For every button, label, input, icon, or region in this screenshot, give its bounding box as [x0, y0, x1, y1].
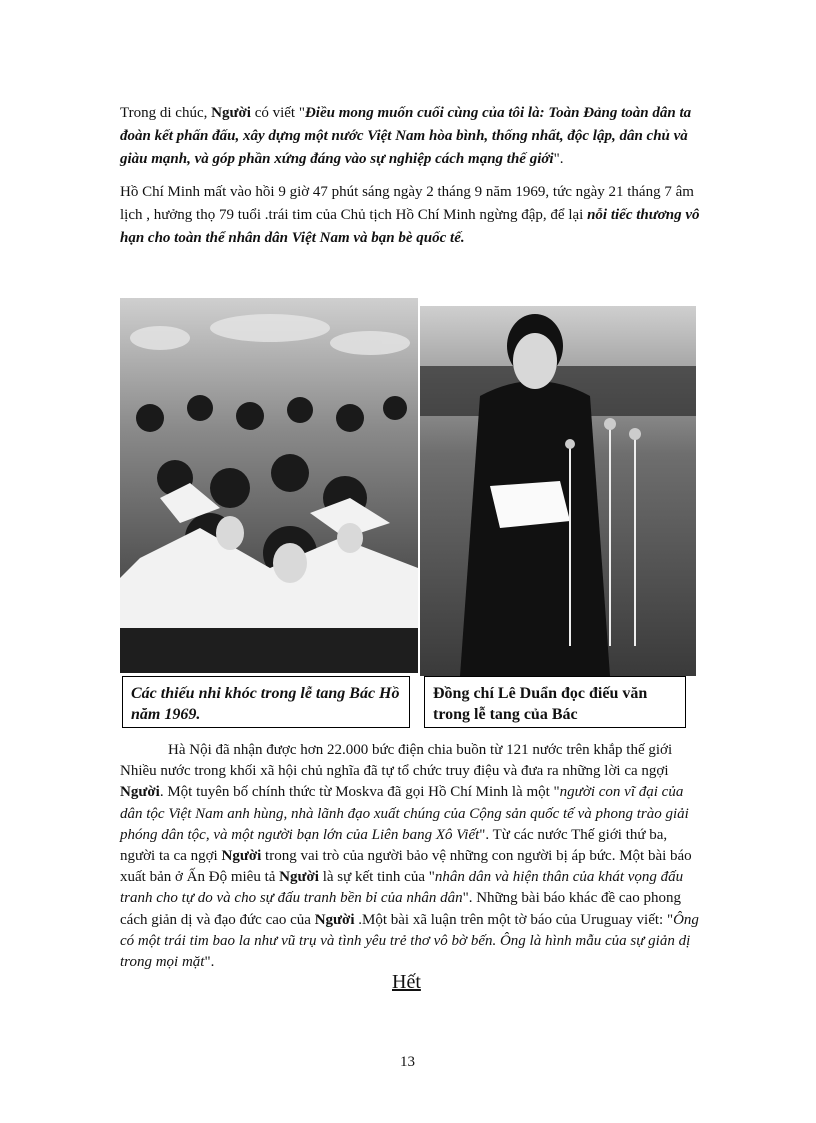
- text-run: Trong di chúc,: [120, 105, 212, 121]
- testament-quote: Điều mong muốn cuối cùng của tôi là: Toàn Đảng toàn dân ta đoàn kết phấn đấu, xây dựng một nước Việt Nam hòa bình, thống nhất, độc lập, dân chủ và giàu mạnh, và góp phần xứng đáng vào sự nghiệp cách mạng thế giới: [120, 105, 692, 167]
- moscow-quote: người con vĩ đại của dân tộc Việt Nam anh hùng, nhà lãnh đạo xuất chúng của Cộng sản quốc tế và phong trào giải phóng dân tộc, và một người bạn lớn của Liên bang Xô Viết: [120, 784, 689, 843]
- text-run: trong vai trò của người bảo vệ những con người bị áp bức. Một bài báo xuất bản ở Ấn Độ miêu tả: [120, 848, 692, 886]
- text-run: là sự kết tinh của ": [318, 869, 435, 886]
- le-duan-photo: [420, 306, 696, 676]
- mourning-emphasis: nỗi tiếc thương vô hạn cho toàn thể nhân dân Việt Nam và bạn bè quốc tế.: [120, 207, 700, 246]
- nguoi-word: Người: [314, 911, 355, 928]
- text-run: ". Từ các nước Thế giới thứ ba, người ta ca ngợi: [120, 826, 668, 865]
- testament-paragraph: [120, 102, 710, 171]
- text-run: có viết ": [250, 105, 305, 121]
- page-number: 13: [400, 1054, 415, 1070]
- text-run: ". Những bài báo khác đề cao phong cách giản dị và đạo đức cao của: [120, 890, 681, 928]
- nguoi-word: Người: [120, 784, 160, 801]
- text-run: . Một tuyên bố chính thức từ Moskva đã gọi Hồ Chí Minh là một ": [159, 784, 560, 801]
- nguoi-word: Người: [211, 105, 251, 121]
- text-run: Hà Nội đã nhận được hơn 22.000 bức điện chia buồn từ 121 nước trên khắp thế giới Nhiều nước trong khối xã hội chủ nghĩa đã tự tổ chức truy điệu và đưa ra những lời ca ngợi: [120, 742, 673, 780]
- uruguay-quote: Ông có một trái tim bao la như vũ trụ và tình yêu trẻ thơ vô bờ bến. Ông là hình mẫu của sự giản dị trong mọi mặt: [120, 911, 699, 971]
- text-run: ".: [553, 151, 564, 167]
- children-mourning-photo: [120, 298, 418, 673]
- condolence-paragraph: [120, 740, 700, 973]
- text-run: Hồ Chí Minh mất vào hồi 9 giờ 47 phút sáng ngày 2 tháng 9 năm 1969, tức ngày 21 tháng 7 âm lịch , hưởng thọ 79 tuổi .trái tim của Chủ tịch Hồ Chí Minh ngừng đập, để lại: [120, 184, 694, 223]
- nguoi-word: Người: [221, 848, 262, 865]
- india-quote: nhân dân và hiện thân của khát vọng đấu tranh cho tự do và cho sự đấu tranh bền bỉ của nhân dân: [120, 869, 684, 907]
- children-photo-caption: Các thiếu nhi khóc trong lễ tang Bác Hồ năm 1969.: [122, 676, 410, 728]
- nguoi-word: Người: [279, 869, 319, 886]
- death-paragraph: [120, 181, 700, 250]
- text-run: .Một bài xã luận trên một tờ báo của Uruguay viết: ": [354, 911, 674, 928]
- le-duan-photo-caption: Đồng chí Lê Duẩn đọc điếu văn trong lễ tang của Bác: [424, 676, 686, 728]
- text-run: ".: [204, 954, 215, 971]
- end-marker: Hết: [392, 971, 421, 993]
